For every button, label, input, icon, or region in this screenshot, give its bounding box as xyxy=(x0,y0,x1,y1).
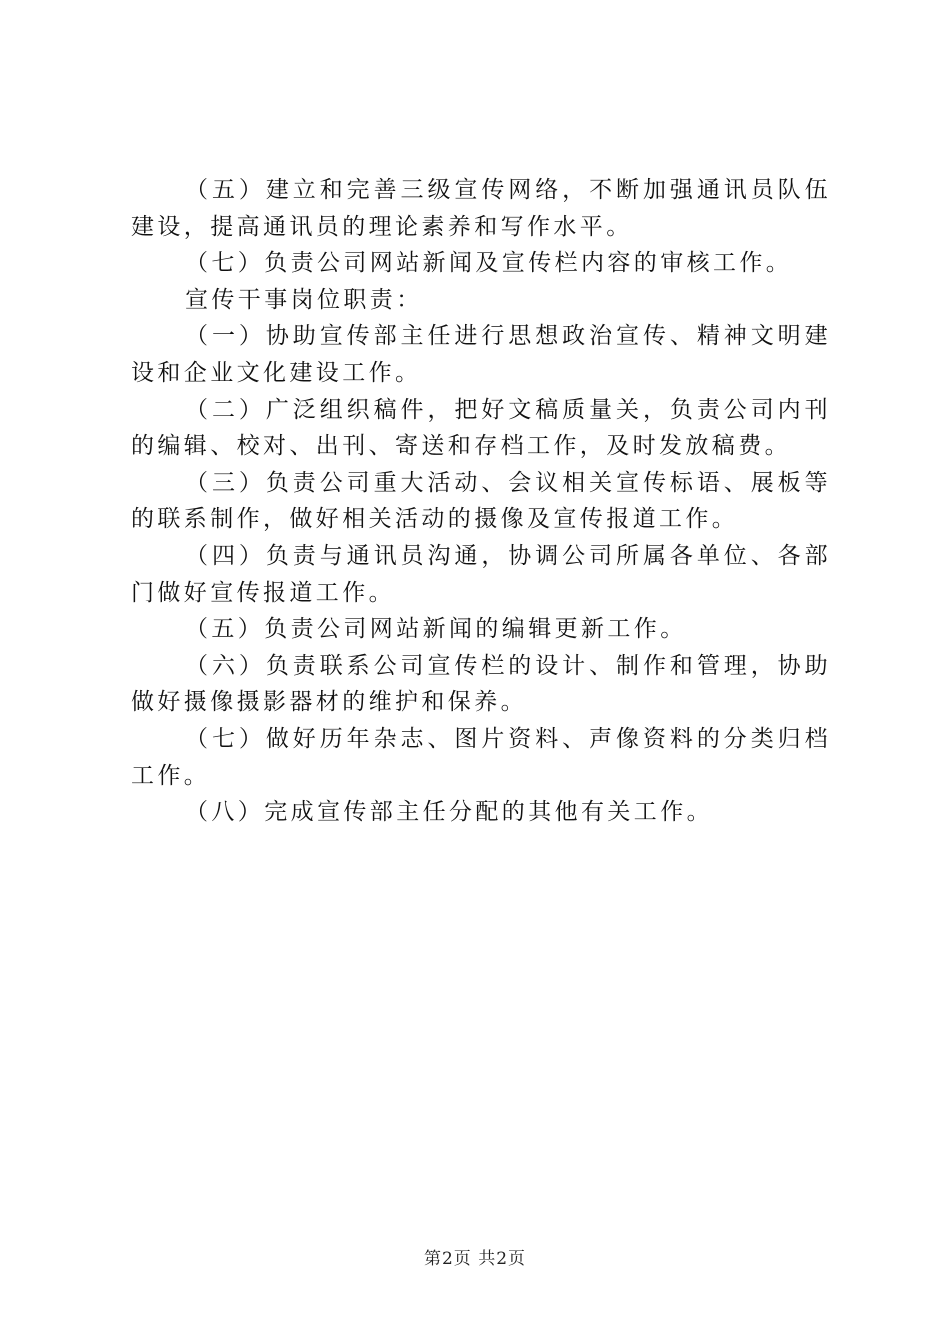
paragraph: （七）做好历年杂志、图片资料、声像资料的分类归档工作。 xyxy=(131,725,831,789)
paragraph: （四）负责与通讯员沟通，协调公司所属各单位、各部门做好宣传报道工作。 xyxy=(131,542,831,606)
paragraph: （五）建立和完善三级宣传网络，不断加强通讯员队伍建设，提高通讯员的理论素养和写作水平。 xyxy=(131,177,831,240)
paragraph: （三）负责公司重大活动、会议相关宣传标语、展板等的联系制作，做好相关活动的摄像及宣传报道工作。 xyxy=(131,469,831,533)
paragraph: （六）负责联系公司宣传栏的设计、制作和管理，协助做好摄像摄影器材的维护和保养。 xyxy=(131,652,831,716)
page-number: 第2页 共2页 xyxy=(423,1249,527,1269)
paragraph: （七）负责公司网站新闻及宣传栏内容的审核工作。 xyxy=(185,250,793,277)
paragraph: （五）负责公司网站新闻的编辑更新工作。 xyxy=(185,616,687,643)
paragraph: （八）完成宣传部主任分配的其他有关工作。 xyxy=(185,799,713,826)
page-footer xyxy=(0,1244,950,1269)
section-heading: 宣传干事岗位职责： xyxy=(185,286,423,313)
paragraph: （一）协助宣传部主任进行思想政治宣传、精神文明建设和企业文化建设工作。 xyxy=(131,323,831,386)
paragraph: （二）广泛组织稿件，把好文稿质量关，负责公司内刊的编辑、校对、出刊、寄送和存档工作，及时发放稿费。 xyxy=(131,396,831,460)
document-body xyxy=(131,172,831,831)
